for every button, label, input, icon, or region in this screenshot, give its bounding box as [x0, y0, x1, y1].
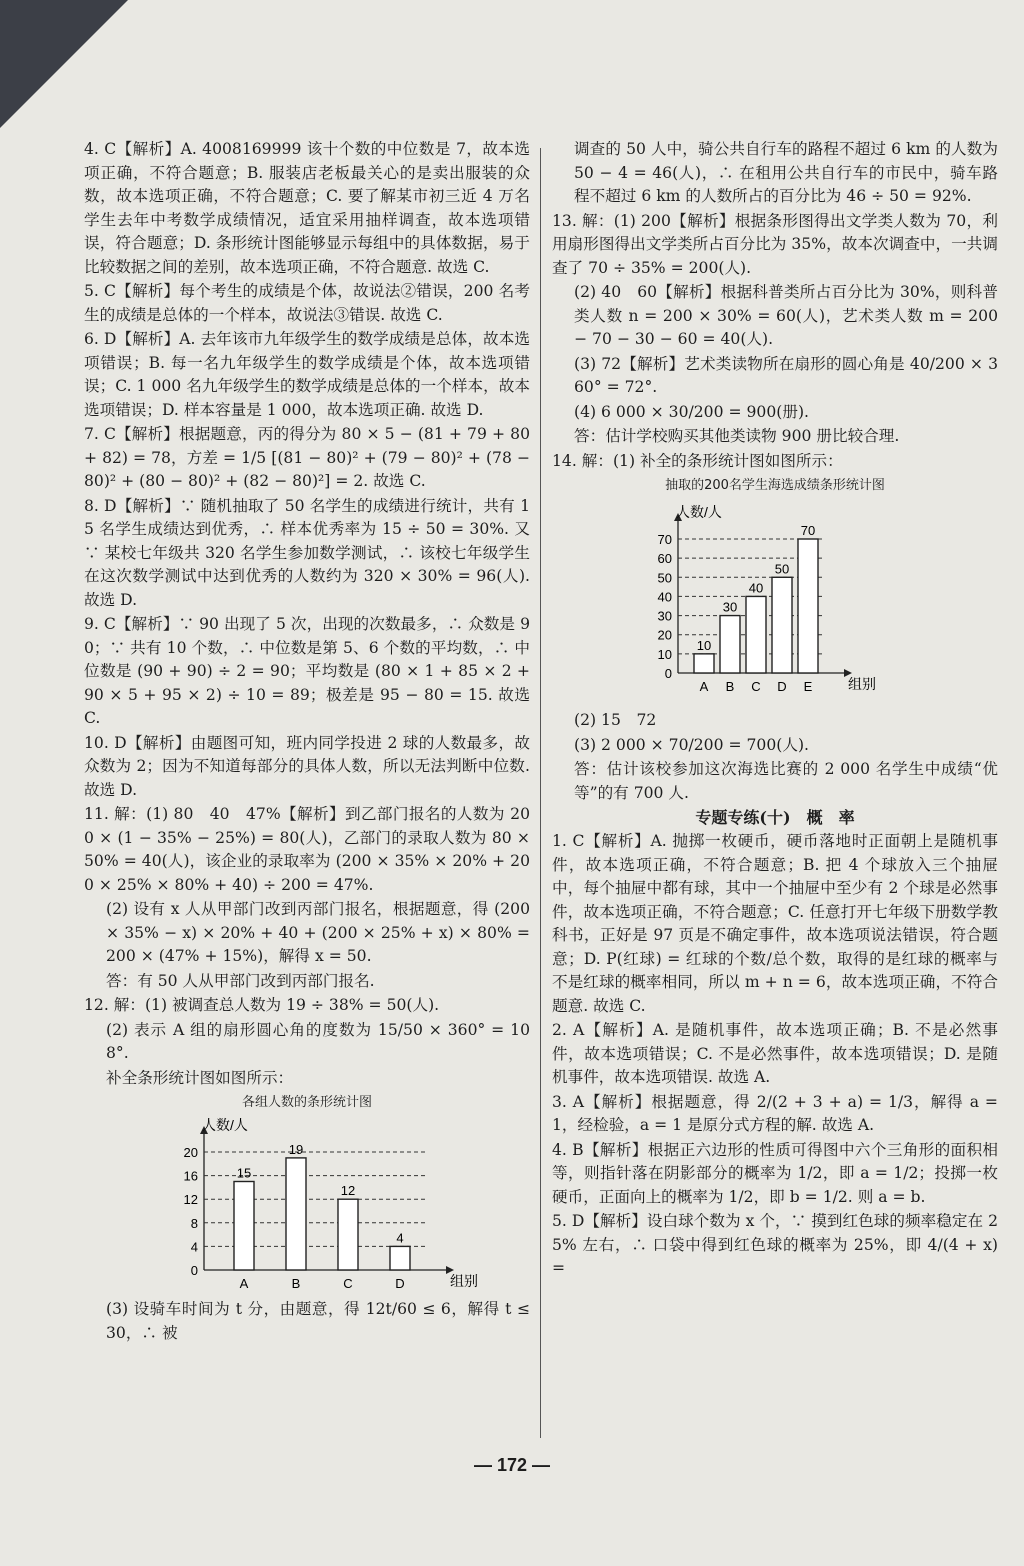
data-label: 30 [722, 599, 738, 615]
bar-D [390, 1246, 410, 1270]
bar-C [746, 596, 766, 673]
y-axis-label: 人数/人 [202, 1117, 248, 1133]
data-label: 19 [288, 1141, 304, 1157]
answer-paragraph: (2) 40 60【解析】根据科普类所占百分比为 30%，则科普类人数 n = 200 × 30% = 60(人)，艺术类人数 m = 200 − 70 − 30 − 60 = 40(人). [574, 283, 1003, 348]
left-column [84, 138, 535, 1346]
y-tick-label: 60 [657, 551, 672, 567]
answer-paragraph: 13. 解：(1) 200【解析】根据条形图得出文学类人数为 70，利用扇形图得出文学类所占百分比为 35%，故本次调查中，一共调查了 70 ÷ 35% = 200(人). [552, 211, 998, 277]
bar-A [234, 1182, 254, 1271]
y-tick-label: 20 [657, 627, 672, 643]
y-tick-label: 0 [664, 666, 672, 681]
x-axis-label: 组别 [848, 676, 876, 692]
answer-paragraph: 14. 解：(1) 补全的条形统计图如图所示： [552, 451, 843, 470]
answer-paragraph: 5. C【解析】每个考生的成绩是个体，故说法②错误，200 名考生的成绩是总体的一个样本，故说法③错误. 故选 C. [84, 282, 530, 324]
data-label: 4 [396, 1230, 404, 1246]
bar-D [772, 577, 792, 673]
data-label: 12 [340, 1183, 356, 1199]
x-tick-label: A [239, 1276, 249, 1291]
y-tick-label: 20 [183, 1145, 198, 1160]
y-tick-label: 40 [657, 589, 672, 605]
answer-paragraph: 11. 解：(1) 80 40 47%【解析】到乙部门报名的人数为 200 × (1 − 35% − 25%) = 80(人)，乙部门的录取人数为 80 × 50% = 40(人)，该企业的录取率为 (200 × 35% × 20% + 200 × 25% × 80% + 40) ÷ 200 = 47%. [84, 805, 535, 894]
data-label: 40 [748, 580, 764, 596]
page-corner-fold [0, 0, 128, 128]
data-label: 10 [696, 637, 712, 653]
answer-paragraph: 10. D【解析】由题图可知，班内同学投进 2 球的人数最多，故众数为 2；因为不知道每部分的具体人数，所以无法判断中位数. 故选 D. [84, 733, 535, 799]
y-tick-label: 12 [183, 1192, 198, 1208]
y-tick-label: 50 [657, 570, 672, 586]
bar-E [798, 539, 818, 673]
answer-paragraph: (2) 设有 x 人从甲部门改到丙部门报名，根据题意，得 (200 × 35% − x) × 20% + 40 + (200 × 25% + x) × 80% = 200 × (47% + 15%)，解得 x = 50. [106, 900, 535, 965]
page-number: — 172 — [473, 1455, 551, 1475]
y-tick-label: 0 [190, 1263, 198, 1278]
answer-paragraph: (3) 2 000 × 70/200 = 700(人). [574, 735, 809, 754]
answer-paragraph: (4) 6 000 × 30/200 = 900(册). [574, 402, 809, 421]
x-tick-label: A [699, 679, 709, 694]
answer-paragraph: 6. D【解析】A. 去年该市九年级学生的数学成绩是总体，故本选项错误；B. 每一名九年级学生的数学成绩是个体，故本选项错误；C. 1 000 名九年级学生的数学成绩是总体的一个样本，故本选项错误；D. 样本容量是 1 000，故本选项正确. 故选 D. [84, 330, 530, 419]
data-label: 15 [236, 1165, 252, 1181]
answer-paragraph: 补全条形统计图如图所示： [106, 1068, 294, 1087]
right-column [552, 138, 1003, 1282]
bar-A [694, 654, 714, 673]
y-tick-label: 70 [657, 532, 672, 547]
answer-paragraph: 2. A【解析】A. 是随机事件，故本选项正确；B. 不是必然事件，故本选项错误；C. 不是必然事件，故本选项错误；D. 是随机事件，故本选项错误. 故选 A. [552, 1021, 998, 1086]
answer-paragraph: (2) 15 72 [574, 711, 657, 729]
answer-paragraph: (3) 设骑车时间为 t 分，由题意，得 12t/60 ≤ 6，解得 t ≤ 30，∴ 被 [106, 1300, 535, 1342]
data-label: 70 [800, 523, 816, 538]
x-tick-label: D [395, 1276, 405, 1291]
answer-paragraph: 7. C【解析】根据题意，丙的得分为 80 × 5 − (81 + 79 + 80 + 82) = 78，方差 = 1/5 [(81 − 80)² + (79 − 80)² + (78 − 80)² + (80 − 80)² + (82 − 80)²] = 2. 故选 C. [84, 425, 535, 490]
bar-chart [572, 495, 992, 709]
x-tick-label: D [777, 679, 787, 694]
answer-paragraph: 答：估计该校参加这次海选比赛的 2 000 名学生中成绩“优等”的有 700 人. [574, 760, 998, 802]
answer-paragraph: 8. D【解析】∵ 随机抽取了 50 名学生的成绩进行统计，共有 15 名学生成绩达到优秀，∴ 样本优秀率为 15 ÷ 50 = 30%. 又 ∵ 某校七年级共 320 名学生参加数学测试，∴ 该校七年级学生在这次数学测试中达到优秀的人数约为 320 × 30% = 96(人). 故选 D. [84, 496, 535, 609]
chart-title: 抽取的200名学生海选成绩条形统计图 [665, 478, 885, 493]
y-tick-label: 8 [190, 1215, 198, 1231]
answer-paragraph: 调查的 50 人中，骑公共自行车的路程不超过 6 km 的人数为 50 − 4 = 46(人)，∴ 在租用公共自行车的市民中，骑车路程不超过 6 km 的人数所占的百分比为 46 ÷ 50 = 92%. [574, 140, 1003, 205]
answer-paragraph: 4. C【解析】A. 4008169999 该十个数的中位数是 7，故本选项正确，不符合题意；B. 服装店老板最关心的是卖出服装的众数，故本选项正确，不符合题意；C. 要了解某市初三近 4 万名学生去年中考数学成绩情况，适宜采用抽样调查，故本选项错误，符合题意；D. 条形统计图能够显示每组中的具体数据，易于比较数据之间的差别，故本选项正确，不符合题意. 故选 C. [84, 140, 530, 276]
x-tick-label: E [803, 679, 813, 694]
y-tick-label: 10 [657, 646, 672, 662]
x-tick-label: C [343, 1276, 353, 1291]
answer-paragraph: 答：有 50 人从甲部门改到丙部门报名. [106, 971, 375, 990]
answer-paragraph: 答：估计学校购买其他类读物 900 册比较合理. [574, 427, 900, 445]
section-title: 专题专练(十) 概 率 [695, 808, 855, 827]
bar-B [286, 1158, 306, 1270]
answer-paragraph: 1. C【解析】A. 抛掷一枚硬币，硬币落地时正面朝上是随机事件，故本选项正确，不符合题意；B. 把 4 个球放入三个抽屉中，每个抽屉中都有球，其中一个抽屉中至少有 2 个球是必然事件，故本选项正确，不符合题意；C. 任意打开七年级下册数学教科书，正好是 97 页是不确定事件，故本选项说法错误，符合题意；D. P(红球) = 红球的个数/总个数，取得的是红球的概率与不是红球的概率相同，所以 m + n = 6，故本选项正确，不符合题意. 故选 C. [552, 832, 998, 1015]
x-tick-label: B [725, 679, 735, 694]
x-tick-label: C [751, 679, 761, 694]
answer-paragraph: 5. D【解析】设白球个数为 x 个，∵ 摸到红色球的频率稳定在 25% 左右，∴ 口袋中得到红色球的概率为 25%，即 4/(4 + x) = [552, 1212, 1003, 1277]
x-tick-label: B [291, 1276, 301, 1291]
answer-paragraph: (2) 表示 A 组的扇形圆心角的度数为 15/50 × 360° = 108°. [106, 1020, 530, 1062]
data-label: 50 [774, 561, 790, 577]
answer-paragraph: 12. 解：(1) 被调查总人数为 19 ÷ 38% = 50(人). [84, 996, 440, 1014]
y-tick-label: 16 [183, 1168, 198, 1184]
answer-paragraph: 3. A【解析】根据题意，得 2/(2 + 3 + a) = 1/3，解得 a = 1，经检验，a = 1 是原分式方程的解. 故选 A. [552, 1092, 1003, 1134]
y-axis-label: 人数/人 [676, 504, 722, 520]
bar-C [338, 1199, 358, 1270]
column-divider [540, 148, 541, 1438]
bar-chart [108, 1112, 528, 1298]
y-tick-label: 4 [190, 1239, 198, 1255]
answer-paragraph: 9. C【解析】∵ 90 出现了 5 次，出现的次数最多，∴ 众数是 90；∵ 共有 10 个数，∴ 中位数是第 5、6 个数的平均数，∴ 中位数是 (90 + 90) ÷ 2 = 90；平均数是 (80 × 1 + 85 × 2 + 90 × 5 + 95 × 2) ÷ 10 = 89；极差是 95 − 80 = 15. 故选 C. [84, 615, 535, 727]
answer-paragraph: 4. B【解析】根据正六边形的性质可得图中六个三角形的面积相等，则指针落在阴影部分的概率为 1/2，即 a = 1/2；投掷一枚硬币，正面向上的概率为 1/2，即 b = 1/2. 则 a = b. [552, 1140, 998, 1206]
y-tick-label: 30 [657, 608, 672, 624]
answer-paragraph: (3) 72【解析】艺术类读物所在扇形的圆心角是 40/200 × 360° = 72°. [574, 354, 998, 396]
bar-B [720, 616, 740, 673]
chart-title: 各组人数的条形统计图 [241, 1095, 372, 1110]
x-axis-label: 组别 [450, 1273, 478, 1289]
